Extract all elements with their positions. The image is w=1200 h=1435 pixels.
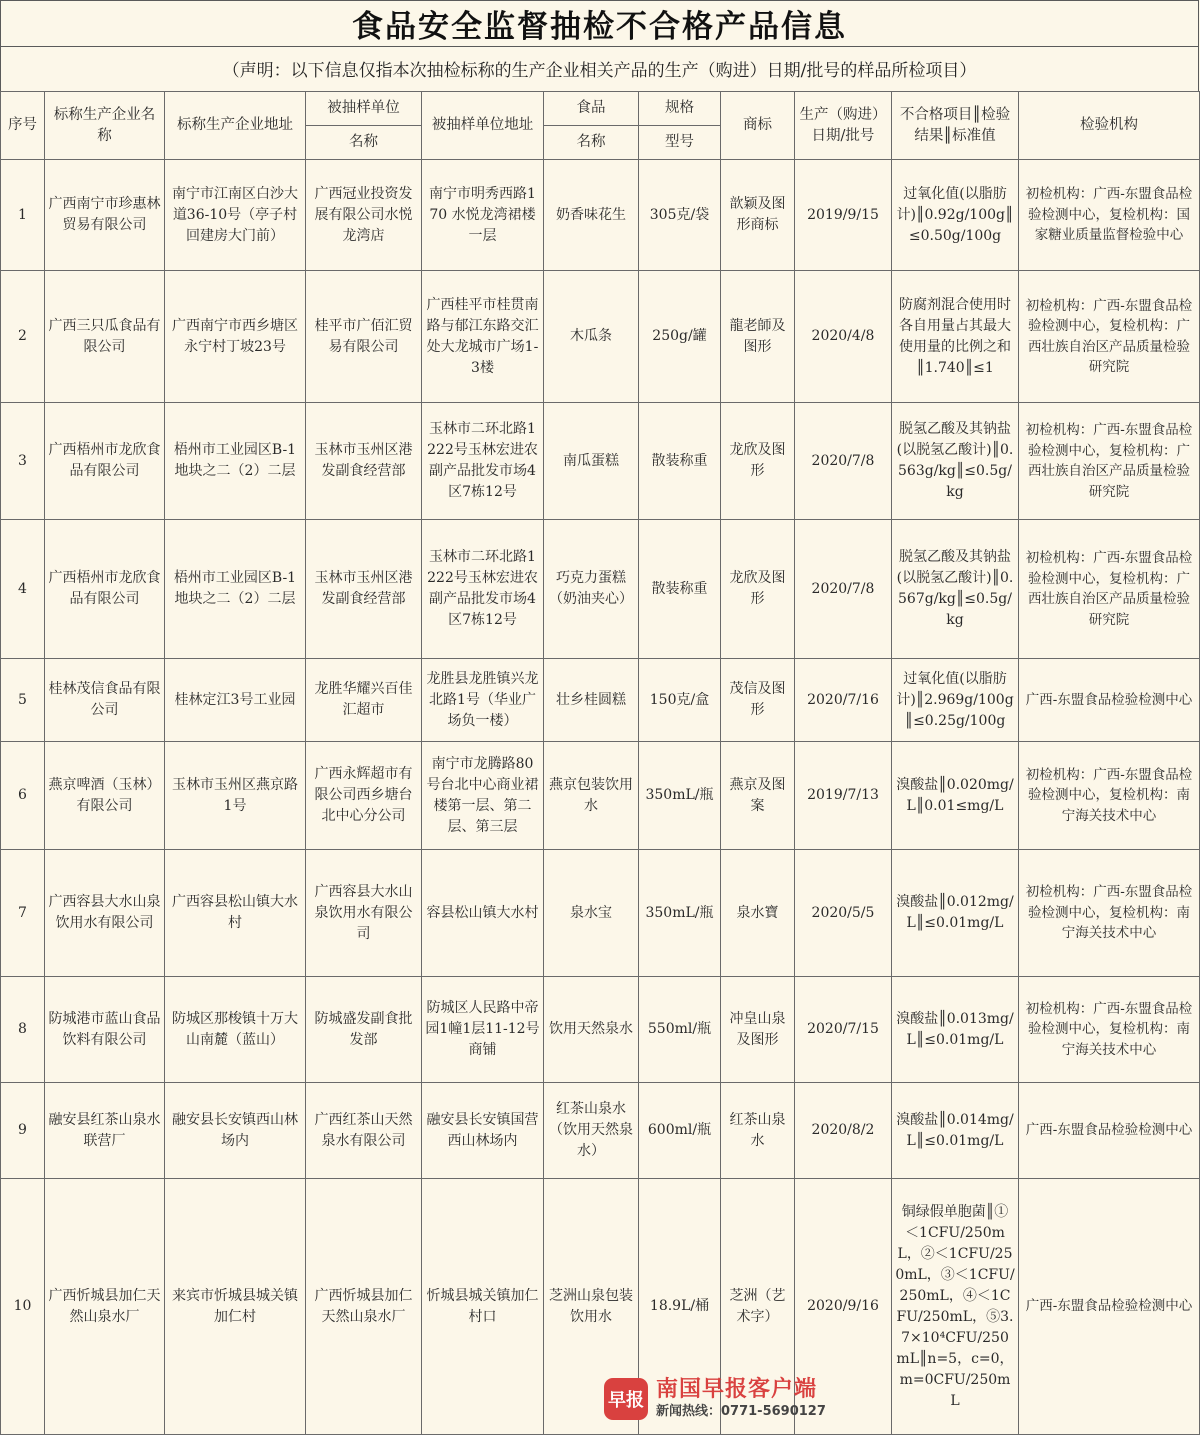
cell-spec: 散装称重	[639, 403, 721, 520]
cell-date: 2020/7/16	[795, 659, 892, 742]
cell-brand: 泉水寶	[721, 850, 795, 977]
header-mfr-addr: 标称生产企业地址	[165, 92, 306, 160]
cell-food-name: 燕京包装饮用水	[544, 742, 639, 850]
header-spec-model: 型号	[639, 126, 721, 160]
cell-mfr-addr: 梧州市工业园区B-1地块之二（2）二层	[165, 403, 306, 520]
cell-spec: 散装称重	[639, 520, 721, 659]
header-lab: 检验机构	[1019, 92, 1200, 160]
cell-seq: 3	[1, 403, 45, 520]
cell-spec: 250g/罐	[639, 271, 721, 403]
cell-brand: 燕京及图案	[721, 742, 795, 850]
cell-mfr-name: 广西南宁市珍惠林贸易有限公司	[45, 160, 165, 271]
cell-sampled-unit: 桂平市广佰汇贸易有限公司	[306, 271, 422, 403]
page-title: 食品安全监督抽检不合格产品信息	[0, 0, 1199, 47]
cell-food-name: 奶香味花生	[544, 160, 639, 271]
cell-fail-item: 溴酸盐║0.013mg/L║≤0.01mg/L	[892, 977, 1019, 1083]
cell-lab: 初检机构：广西-东盟食品检验检测中心，复检机构：南宁海关技术中心	[1019, 977, 1200, 1083]
cell-fail-item: 脱氢乙酸及其钠盐(以脱氢乙酸计)║0.567g/kg║≤0.5g/kg	[892, 520, 1019, 659]
cell-sampled-unit: 玉林市玉州区港发副食经营部	[306, 520, 422, 659]
header-brand: 商标	[721, 92, 795, 160]
cell-spec: 350mL/瓶	[639, 742, 721, 850]
cell-sampled-unit: 广西红茶山天然泉水有限公司	[306, 1083, 422, 1179]
cell-sampled-addr: 南宁市明秀西路170 水悦龙湾裙楼一层	[422, 160, 544, 271]
cell-fail-item: 溴酸盐║0.012mg/L║≤0.01mg/L	[892, 850, 1019, 977]
table-row	[1, 1083, 1200, 1179]
cell-brand: 龙欣及图形	[721, 520, 795, 659]
cell-mfr-name: 广西容县大水山泉饮用水有限公司	[45, 850, 165, 977]
cell-brand: 龍老師及图形	[721, 271, 795, 403]
cell-mfr-addr: 来宾市忻城县城关镇加仁村	[165, 1179, 306, 1435]
cell-lab: 初检机构：广西-东盟食品检验检测中心，复检机构：广西壮族自治区产品质量检验研究院	[1019, 271, 1200, 403]
cell-sampled-addr: 广西桂平市桂贯南路与郁江东路交汇处大龙城市广场1-3楼	[422, 271, 544, 403]
cell-mfr-addr: 防城区那梭镇十万大山南麓（蓝山）	[165, 977, 306, 1083]
cell-sampled-unit: 防城盛发副食批发部	[306, 977, 422, 1083]
cell-sampled-addr: 南宁市龙腾路80号台北中心商业裙楼第一层、第二层、第三层	[422, 742, 544, 850]
cell-date: 2020/5/5	[795, 850, 892, 977]
cell-date: 2020/4/8	[795, 271, 892, 403]
cell-brand: 红茶山泉水	[721, 1083, 795, 1179]
table-row	[1, 160, 1200, 271]
table-row	[1, 850, 1200, 977]
cell-date: 2020/7/8	[795, 403, 892, 520]
cell-lab: 初检机构：广西-东盟食品检验检测中心，复检机构：南宁海关技术中心	[1019, 742, 1200, 850]
header-food: 食品	[544, 92, 639, 126]
cell-sampled-unit: 广西容县大水山泉饮用水有限公司	[306, 850, 422, 977]
cell-date: 2019/9/15	[795, 160, 892, 271]
cell-fail-item: 过氧化值(以脂肪计)║2.969g/100g║≤0.25g/100g	[892, 659, 1019, 742]
header-date: 生产（购进）日期/批号	[795, 92, 892, 160]
cell-seq: 2	[1, 271, 45, 403]
cell-seq: 8	[1, 977, 45, 1083]
cell-mfr-name: 燕京啤酒（玉林）有限公司	[45, 742, 165, 850]
cell-mfr-name: 广西梧州市龙欣食品有限公司	[45, 520, 165, 659]
cell-mfr-addr: 桂林定江3号工业园	[165, 659, 306, 742]
cell-brand: 冲皇山泉及图形	[721, 977, 795, 1083]
cell-mfr-name: 广西忻城县加仁天然山泉水厂	[45, 1179, 165, 1435]
cell-mfr-addr: 融安县长安镇西山林场内	[165, 1083, 306, 1179]
cell-sampled-addr: 防城区人民路中帝园1幢1层11-12号商铺	[422, 977, 544, 1083]
cell-mfr-addr: 广西南宁市西乡塘区永宁村丁坡23号	[165, 271, 306, 403]
header-sampled-unit-name: 名称	[306, 126, 422, 160]
table-row	[1, 271, 1200, 403]
header-spec: 规格	[639, 92, 721, 126]
cell-food-name: 壮乡桂圆糕	[544, 659, 639, 742]
cell-sampled-addr: 龙胜县龙胜镇兴龙北路1号（华业广场负一楼）	[422, 659, 544, 742]
cell-lab: 广西-东盟食品检验检测中心	[1019, 1179, 1200, 1435]
cell-food-name: 巧克力蛋糕（奶油夹心）	[544, 520, 639, 659]
table-row	[1, 977, 1200, 1083]
cell-mfr-name: 防城港市蓝山食品饮料有限公司	[45, 977, 165, 1083]
table-row	[1, 742, 1200, 850]
cell-food-name: 南瓜蛋糕	[544, 403, 639, 520]
cell-sampled-addr: 融安县长安镇国营西山林场内	[422, 1083, 544, 1179]
cell-sampled-addr: 玉林市二环北路1222号玉林宏进农副产品批发市场4区7栋12号	[422, 403, 544, 520]
cell-food-name: 木瓜条	[544, 271, 639, 403]
cell-date: 2020/7/8	[795, 520, 892, 659]
cell-mfr-addr: 广西容县松山镇大水村	[165, 850, 306, 977]
cell-seq: 6	[1, 742, 45, 850]
cell-mfr-addr: 梧州市工业园区B-1地块之二（2）二层	[165, 520, 306, 659]
cell-seq: 7	[1, 850, 45, 977]
cell-spec: 350mL/瓶	[639, 850, 721, 977]
watermark-hotline: 新闻热线：0771-5690127	[656, 1404, 826, 1420]
header-seq: 序号	[1, 92, 45, 160]
cell-fail-item: 溴酸盐║0.020mg/L║0.01≤mg/L	[892, 742, 1019, 850]
cell-sampled-unit: 广西永辉超市有限公司西乡塘台北中心分公司	[306, 742, 422, 850]
watermark	[604, 1378, 826, 1420]
cell-fail-item: 过氧化值(以脂肪计)║0.92g/100g║≤0.50g/100g	[892, 160, 1019, 271]
cell-mfr-name: 融安县红茶山泉水联营厂	[45, 1083, 165, 1179]
cell-sampled-unit: 玉林市玉州区港发副食经营部	[306, 403, 422, 520]
cell-spec: 305克/袋	[639, 160, 721, 271]
cell-spec: 150克/盒	[639, 659, 721, 742]
table-header-row	[1, 92, 1200, 126]
unqualified-products-table	[0, 91, 1200, 1435]
cell-food-name: 芝洲山泉包装饮用水	[544, 1179, 639, 1435]
cell-lab: 初检机构：广西-东盟食品检验检测中心，复检机构：广西壮族自治区产品质量检验研究院	[1019, 520, 1200, 659]
cell-seq: 9	[1, 1083, 45, 1179]
header-sampled-addr: 被抽样单位地址	[422, 92, 544, 160]
header-fail-item: 不合格项目║检验结果║标准值	[892, 92, 1019, 160]
cell-sampled-addr: 玉林市二环北路1222号玉林宏进农副产品批发市场4区7栋12号	[422, 520, 544, 659]
table-row	[1, 1179, 1200, 1435]
cell-brand: 茂信及图形	[721, 659, 795, 742]
cell-spec: 18.9L/桶	[639, 1179, 721, 1435]
cell-mfr-name: 桂林茂信食品有限公司	[45, 659, 165, 742]
cell-date: 2019/7/13	[795, 742, 892, 850]
cell-food-name: 泉水宝	[544, 850, 639, 977]
cell-mfr-name: 广西三只瓜食品有限公司	[45, 271, 165, 403]
table-row	[1, 520, 1200, 659]
cell-date: 2020/7/15	[795, 977, 892, 1083]
cell-seq: 4	[1, 520, 45, 659]
cell-lab: 广西-东盟食品检验检测中心	[1019, 1083, 1200, 1179]
cell-seq: 5	[1, 659, 45, 742]
cell-mfr-name: 广西梧州市龙欣食品有限公司	[45, 403, 165, 520]
cell-fail-item: 防腐剂混合使用时各自用量占其最大使用量的比例之和║1.740║≤1	[892, 271, 1019, 403]
header-sampled-unit: 被抽样单位	[306, 92, 422, 126]
cell-fail-item: 铜绿假单胞菌║①＜1CFU/250mL，②＜1CFU/250mL，③＜1CFU/250mL，④＜1CFU/250mL，⑤3.7×10⁴CFU/250mL║n=5，c=0，m=0CFU/250mL	[892, 1179, 1019, 1435]
cell-lab: 初检机构：广西-东盟食品检验检测中心，复检机构：国家糖业质量监督检验中心	[1019, 160, 1200, 271]
header-mfr-name: 标称生产企业名称	[45, 92, 165, 160]
cell-date: 2020/9/16	[795, 1179, 892, 1435]
cell-spec: 550ml/瓶	[639, 977, 721, 1083]
cell-mfr-addr: 玉林市玉州区燕京路1号	[165, 742, 306, 850]
cell-sampled-unit: 龙胜华耀兴百佳汇超市	[306, 659, 422, 742]
cell-mfr-addr: 南宁市江南区白沙大道36-10号（亭子村回建房大门前）	[165, 160, 306, 271]
watermark-title: 南国早报客户端	[656, 1377, 818, 1403]
cell-lab: 广西-东盟食品检验检测中心	[1019, 659, 1200, 742]
cell-fail-item: 脱氢乙酸及其钠盐(以脱氢乙酸计)║0.563g/kg║≤0.5g/kg	[892, 403, 1019, 520]
header-food-name: 名称	[544, 126, 639, 160]
newspaper-logo-icon: 早报	[604, 1378, 648, 1420]
table-row	[1, 403, 1200, 520]
cell-spec: 600ml/瓶	[639, 1083, 721, 1179]
cell-food-name: 饮用天然泉水	[544, 977, 639, 1083]
cell-brand: 芝洲（艺术字）	[721, 1179, 795, 1435]
cell-seq: 1	[1, 160, 45, 271]
cell-lab: 初检机构：广西-东盟食品检验检测中心，复检机构：广西壮族自治区产品质量检验研究院	[1019, 403, 1200, 520]
cell-seq: 10	[1, 1179, 45, 1435]
cell-sampled-addr: 容县松山镇大水村	[422, 850, 544, 977]
cell-sampled-addr: 忻城县城关镇加仁村口	[422, 1179, 544, 1435]
cell-sampled-unit: 广西忻城县加仁天然山泉水厂	[306, 1179, 422, 1435]
cell-date: 2020/8/2	[795, 1083, 892, 1179]
cell-fail-item: 溴酸盐║0.014mg/L║≤0.01mg/L	[892, 1083, 1019, 1179]
cell-lab: 初检机构：广西-东盟食品检验检测中心，复检机构：南宁海关技术中心	[1019, 850, 1200, 977]
disclaimer-notice: （声明：以下信息仅指本次抽检标称的生产企业相关产品的生产（购进）日期/批号的样品所检项目）	[0, 46, 1199, 92]
table-row	[1, 659, 1200, 742]
cell-food-name: 红茶山泉水（饮用天然泉水）	[544, 1083, 639, 1179]
cell-brand: 龙欣及图形	[721, 403, 795, 520]
cell-sampled-unit: 广西冠业投资发展有限公司水悦龙湾店	[306, 160, 422, 271]
cell-brand: 歆颖及图形商标	[721, 160, 795, 271]
